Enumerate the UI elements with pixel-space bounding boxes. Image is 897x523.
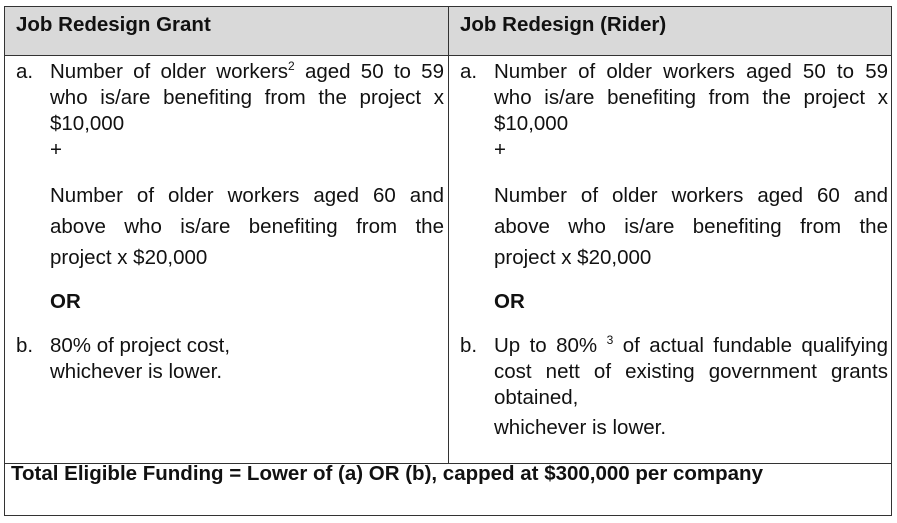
grant-option-b-marker: b. [16, 334, 34, 357]
grant-plus-sign: + [50, 138, 62, 161]
rider-option-a-second-formula: Number of older workers aged 60 and above who is/are benefiting from the project x $20,000 [494, 184, 888, 269]
header-job-redesign-rider: Job Redesign (Rider) [460, 13, 667, 36]
grant-or-label: OR [50, 290, 81, 313]
grant-option-b-text: 80% of project cost, [50, 334, 231, 357]
grant-whichever-lower: whichever is lower. [50, 360, 223, 383]
grant-column [14, 59, 444, 385]
grant-option-a-marker: a. [16, 60, 34, 83]
rider-b-pre: Up to 80% [494, 334, 598, 357]
grant-option-a [14, 59, 444, 315]
rider-option-b-marker: b. [460, 334, 478, 357]
footnote-2: 2 [288, 59, 295, 74]
grant-option-a-first-formula [50, 59, 444, 137]
rider-whichever-lower: whichever is lower. [494, 416, 667, 439]
rider-option-b-text [494, 333, 888, 411]
footnote-3: 3 [606, 333, 614, 348]
total-eligible-funding: Total Eligible Funding = Lower of (a) OR (b), capped at $300,000 per company [11, 462, 763, 485]
grant-option-b [14, 333, 444, 385]
rider-option-a [458, 59, 888, 315]
rider-option-a-first-formula: Number of older workers aged 50 to 59 who is/are benefiting from the project x $10,000 [494, 60, 888, 135]
grant-a-line-rest: 59 who is/are benefiting from the project x $10,000 [50, 60, 444, 135]
rider-plus-sign: + [494, 138, 506, 161]
rider-column [458, 59, 888, 441]
column-divider [448, 7, 449, 463]
funding-table [4, 6, 892, 516]
rider-b-post: of actual fundable qualifying cost nett of existing government grants obtained, [494, 334, 888, 409]
rider-option-a-marker: a. [460, 60, 478, 83]
rider-option-b [458, 333, 888, 441]
grant-option-a-second-formula: Number of older workers aged 60 and above who is/are benefiting from the project x $20,000 [50, 184, 444, 269]
grant-a-line1-post: aged 50 to [294, 60, 411, 83]
header-job-redesign-grant: Job Redesign Grant [16, 13, 211, 36]
grant-a-line1-pre: Number of older workers [50, 60, 289, 83]
rider-or-label: OR [494, 290, 525, 313]
